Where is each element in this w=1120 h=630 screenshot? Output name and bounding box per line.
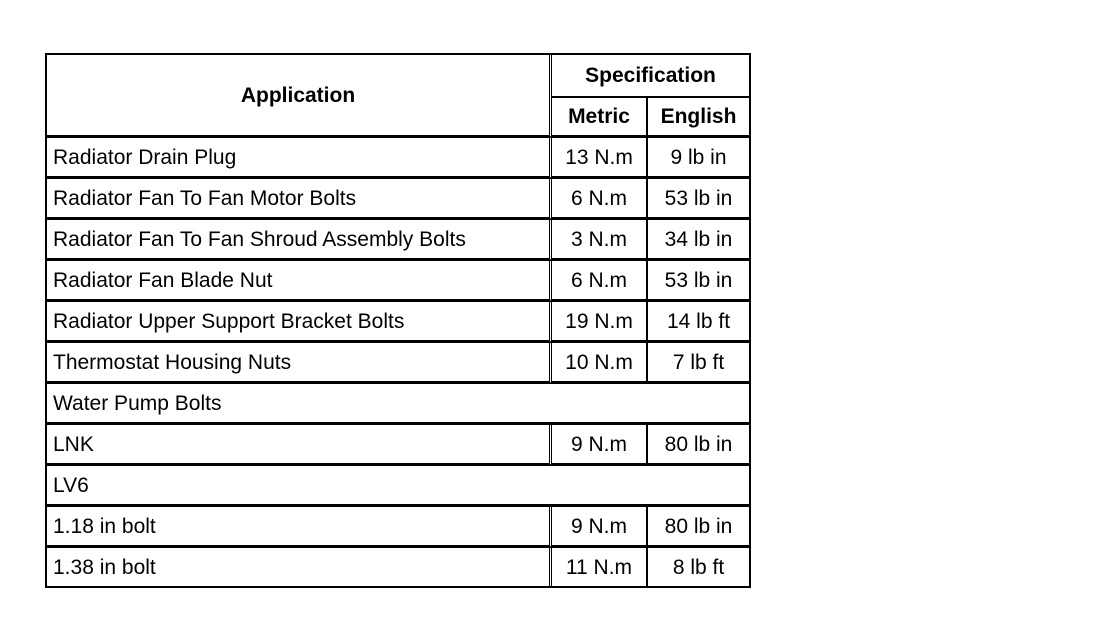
english-cell: 14 lb ft bbox=[648, 302, 749, 343]
metric-cell: 9 N.m bbox=[552, 507, 648, 548]
english-cell: 80 lb in bbox=[648, 507, 749, 548]
section-heading-cell: LV6 bbox=[47, 466, 749, 507]
header-metric: Metric bbox=[552, 98, 648, 139]
table-row bbox=[47, 261, 749, 302]
application-cell: Radiator Fan To Fan Shroud Assembly Bolts bbox=[47, 220, 552, 261]
header-specification: Specification bbox=[552, 55, 749, 98]
application-cell: 1.18 in bolt bbox=[47, 507, 552, 548]
english-cell: 53 lb in bbox=[648, 261, 749, 302]
metric-cell: 3 N.m bbox=[552, 220, 648, 261]
metric-cell: 10 N.m bbox=[552, 343, 648, 384]
metric-cell: 6 N.m bbox=[552, 179, 648, 220]
metric-cell: 6 N.m bbox=[552, 261, 648, 302]
header-row-top bbox=[47, 55, 749, 98]
table-row bbox=[47, 302, 749, 343]
application-cell: 1.38 in bolt bbox=[47, 548, 552, 586]
table-row bbox=[47, 548, 749, 586]
table-row bbox=[47, 179, 749, 220]
metric-cell: 13 N.m bbox=[552, 138, 648, 179]
table-body bbox=[47, 138, 749, 586]
english-cell: 9 lb in bbox=[648, 138, 749, 179]
header-application: Application bbox=[47, 55, 552, 138]
table-row bbox=[47, 507, 749, 548]
table-section-row bbox=[47, 466, 749, 507]
metric-cell: 9 N.m bbox=[552, 425, 648, 466]
table-row bbox=[47, 138, 749, 179]
table-row bbox=[47, 220, 749, 261]
english-cell: 53 lb in bbox=[648, 179, 749, 220]
application-cell: Thermostat Housing Nuts bbox=[47, 343, 552, 384]
section-heading-cell: Water Pump Bolts bbox=[47, 384, 749, 425]
torque-specification-table bbox=[45, 53, 751, 588]
table-header bbox=[47, 55, 749, 138]
table-row bbox=[47, 425, 749, 466]
english-cell: 80 lb in bbox=[648, 425, 749, 466]
application-cell: Radiator Fan Blade Nut bbox=[47, 261, 552, 302]
application-cell: Radiator Upper Support Bracket Bolts bbox=[47, 302, 552, 343]
english-cell: 8 lb ft bbox=[672, 555, 725, 579]
application-cell: Radiator Drain Plug bbox=[47, 138, 552, 179]
table-row bbox=[47, 343, 749, 384]
application-cell: Radiator Fan To Fan Motor Bolts bbox=[47, 179, 552, 220]
metric-cell: 19 N.m bbox=[552, 302, 648, 343]
english-cell: 7 lb ft bbox=[648, 343, 749, 384]
metric-cell: 11 N.m bbox=[552, 548, 648, 586]
english-cell: 34 lb in bbox=[648, 220, 749, 261]
table-section-row bbox=[47, 384, 749, 425]
header-english: English bbox=[648, 98, 749, 139]
application-cell: LNK bbox=[47, 425, 552, 466]
